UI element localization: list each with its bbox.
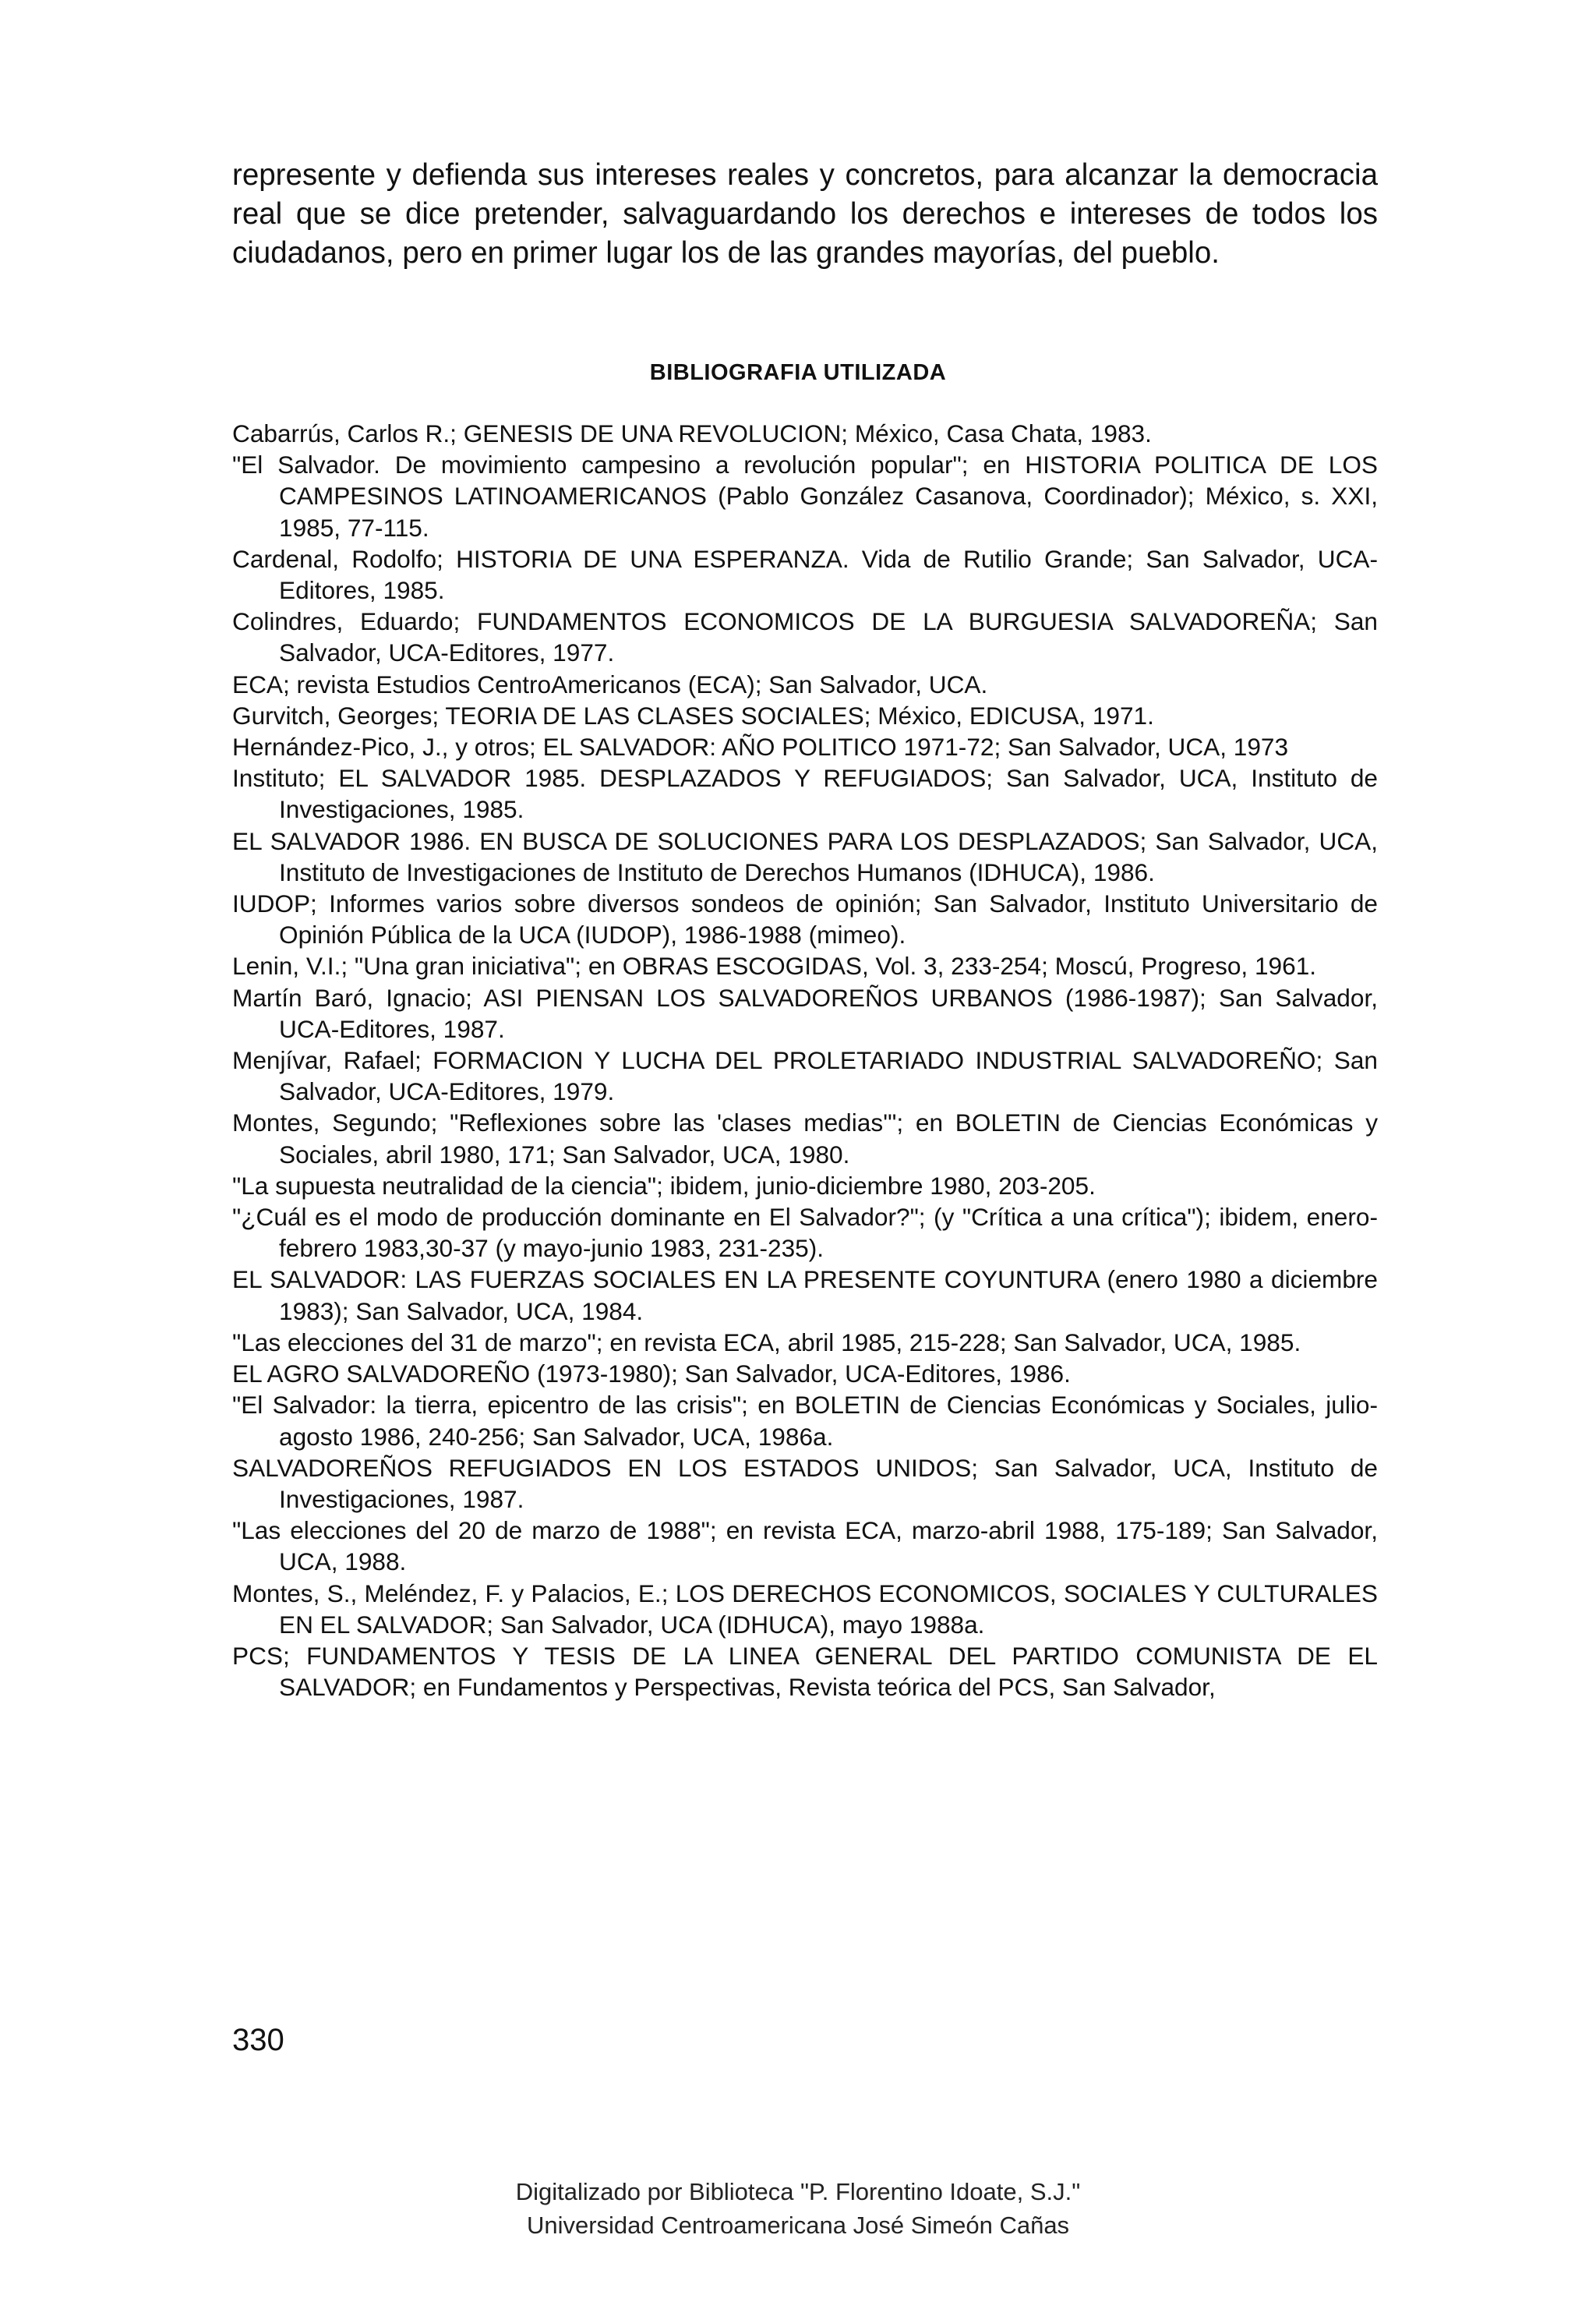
bibliography-entry: Instituto; EL SALVADOR 1985. DESPLAZADOS Y REFUGIADOS; San Salvador, UCA, Instituto de Investigaciones, 1985. xyxy=(232,764,1378,824)
bibliography-entry: EL SALVADOR 1986. EN BUSCA DE SOLUCIONES PARA LOS DESPLAZADOS; San Salvador, UCA, Instituto de Investigaciones de Instituto de Derechos Humanos (IDHUCA), 1986. xyxy=(232,826,1378,886)
bibliography-entry: Montes, S., Meléndez, F. y Palacios, E.; LOS DERECHOS ECONOMICOS, SOCIALES Y CULTURALES EN EL SALVADOR; San Salvador, UCA (IDHUCA), mayo 1988a. xyxy=(232,1579,1378,1639)
bibliography-entry: EL SALVADOR: LAS FUERZAS SOCIALES EN LA PRESENTE COYUNTURA (enero 1980 a diciembre 1983); San Salvador, UCA, 1984. xyxy=(232,1265,1378,1325)
digitization-footer xyxy=(0,2175,1596,2242)
bibliography-entry: Gurvitch, Georges; TEORIA DE LAS CLASES SOCIALES; México, EDICUSA, 1971. xyxy=(232,701,1154,730)
bibliography-entry: IUDOP; Informes varios sobre diversos sondeos de opinión; San Salvador, Instituto Universitario de Opinión Pública de la UCA (IUDOP), 1986-1988 (mimeo). xyxy=(232,889,1378,949)
footer-line-university: Universidad Centroamericana José Simeón Cañas xyxy=(526,2212,1070,2239)
bibliography-entry: EL AGRO SALVADOREÑO (1973-1980); San Salvador, UCA-Editores, 1986. xyxy=(232,1360,1071,1388)
page-number: 330 xyxy=(232,2023,284,2057)
bibliography-entry: Cabarrús, Carlos R.; GENESIS DE UNA REVOLUCION; México, Casa Chata, 1983. xyxy=(232,419,1152,447)
bibliography-heading: BIBLIOGRAFIA UTILIZADA xyxy=(649,360,947,385)
bibliography-entry: SALVADOREÑOS REFUGIADOS EN LOS ESTADOS UNIDOS; San Salvador, UCA, Instituto de Investigaciones, 1987. xyxy=(232,1453,1378,1513)
bibliography-entry: "¿Cuál es el modo de producción dominante en El Salvador?"; (y "Crítica a una crítica"); ibidem, enero-febrero 1983,30-37 (y mayo-junio 1983, 231-235). xyxy=(232,1203,1378,1263)
bibliography-entry: "El Salvador: la tierra, epicentro de las crisis"; en BOLETIN de Ciencias Económicas y Sociales, julio-agosto 1986, 240-256; San Salvador, UCA, 1986a. xyxy=(232,1391,1378,1451)
bibliography-entry: "Las elecciones del 31 de marzo"; en revista ECA, abril 1985, 215-228; San Salvador, UCA, 1985. xyxy=(232,1328,1301,1356)
bibliography-entry: Martín Baró, Ignacio; ASI PIENSAN LOS SALVADOREÑOS URBANOS (1986-1987); San Salvador, UCA-Editores, 1987. xyxy=(232,983,1378,1043)
bibliography-entry: Cardenal, Rodolfo; HISTORIA DE UNA ESPERANZA. Vida de Rutilio Grande; San Salvador, UCA-Editores, 1985. xyxy=(232,544,1378,605)
bibliography-entry: Colindres, Eduardo; FUNDAMENTOS ECONOMICOS DE LA BURGUESIA SALVADOREÑA; San Salvador, UCA-Editores, 1977. xyxy=(232,607,1378,667)
bibliography-entry: Menjívar, Rafael; FORMACION Y LUCHA DEL PROLETARIADO INDUSTRIAL SALVADOREÑO; San Salvador, UCA-Editores, 1979. xyxy=(232,1046,1378,1106)
footer-line-library: Digitalizado por Biblioteca "P. Florentino Idoate, S.J." xyxy=(515,2178,1081,2205)
bibliography-list xyxy=(232,418,1378,1703)
bibliography-entry: "La supuesta neutralidad de la ciencia"; ibidem, junio-diciembre 1980, 203-205. xyxy=(232,1171,1096,1200)
bibliography-entry: Montes, Segundo; "Reflexiones sobre las 'clases medias'"; en BOLETIN de Ciencias Económicas y Sociales, abril 1980, 171; San Salvador, UCA, 1980. xyxy=(232,1109,1378,1169)
bibliography-entry: Lenin, V.I.; "Una gran iniciativa"; en OBRAS ESCOGIDAS, Vol. 3, 233-254; Moscú, Progreso, 1961. xyxy=(232,952,1317,981)
bibliography-entry: ECA; revista Estudios CentroAmericanos (ECA); San Salvador, UCA. xyxy=(232,670,988,698)
bibliography-entry: "El Salvador. De movimiento campesino a revolución popular"; en HISTORIA POLITICA DE LOS CAMPESINOS LATINOAMERICANOS (Pablo González Casanova, Coordinador); México, s. XXI, 1985, 77-115. xyxy=(232,451,1378,542)
bibliography-entry: Hernández-Pico, J., y otros; EL SALVADOR: AÑO POLITICO 1971-72; San Salvador, UCA, 1973 xyxy=(232,733,1289,762)
bibliography-entry: "Las elecciones del 20 de marzo de 1988"; en revista ECA, marzo-abril 1988, 175-189; San Salvador, UCA, 1988. xyxy=(232,1516,1378,1576)
intro-paragraph: represente y defienda sus intereses reales y concretos, para alcanzar la democracia real que se dice pretender, salvaguardando los derechos e intereses de todos los ciudadanos, pero en primer lugar los de las grandes mayorías, del pueblo. xyxy=(232,158,1378,270)
bibliography-entry: PCS; FUNDAMENTOS Y TESIS DE LA LINEA GENERAL DEL PARTIDO COMUNISTA DE EL SALVADOR; en Fundamentos y Perspectivas, Revista teórica del PCS, San Salvador, xyxy=(232,1641,1378,1702)
